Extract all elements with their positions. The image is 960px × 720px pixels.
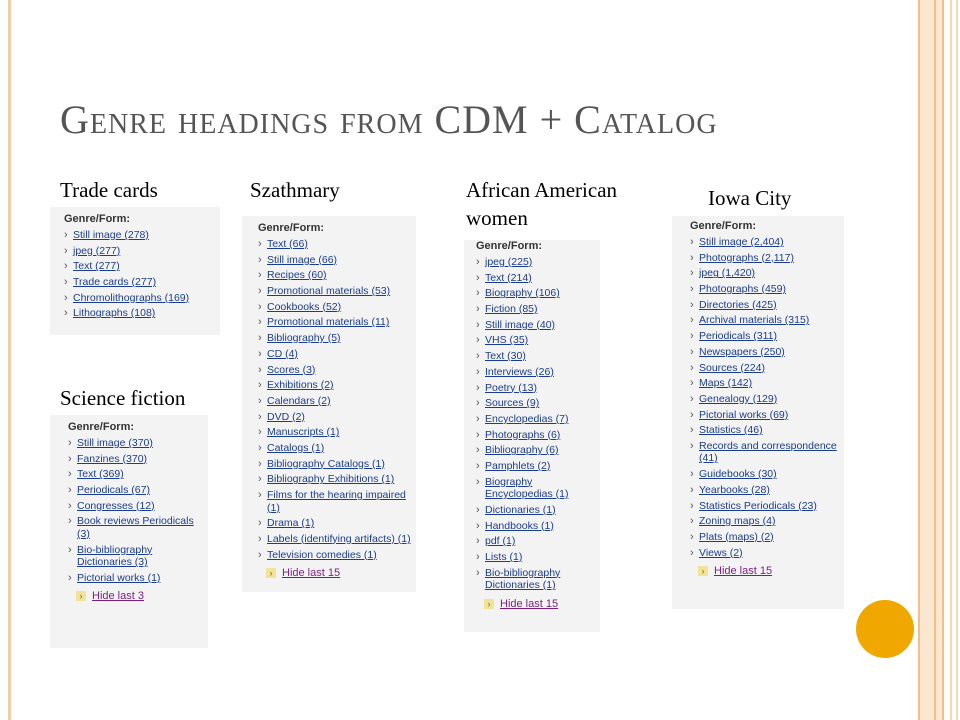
chevron-right-icon: ›	[258, 363, 262, 376]
chevron-right-icon: ›	[64, 307, 68, 320]
chevron-right-icon: ›	[68, 499, 72, 512]
chevron-right-icon: ›	[690, 251, 694, 264]
chevron-right-icon: ›	[258, 532, 262, 545]
genre-item[interactable]	[258, 316, 412, 329]
genre-item[interactable]	[690, 252, 840, 265]
genre-link[interactable]: Promotional materials (53)	[267, 285, 391, 298]
genre-link[interactable]: Text (369)	[77, 468, 124, 481]
genre-link[interactable]: Still image (2,404)	[699, 236, 784, 248]
genre-link[interactable]: Text (66)	[267, 238, 308, 250]
hide-last-link[interactable]: Hide last 15	[282, 567, 341, 580]
chevron-right-icon: ›	[258, 489, 262, 501]
chevron-right-icon: ›	[476, 256, 480, 268]
caption-szathmary: Szathmary	[250, 178, 340, 202]
chevron-right-icon: ›	[476, 459, 480, 472]
caption-trade-cards: Trade cards	[60, 178, 158, 202]
genre-link[interactable]: jpeg (277)	[73, 244, 121, 257]
chevron-right-icon: ›	[76, 591, 86, 601]
chevron-right-icon: ›	[476, 566, 480, 579]
panel-iowa-city	[672, 216, 844, 609]
chevron-right-icon: ›	[476, 287, 480, 300]
genre-item[interactable]	[476, 429, 596, 442]
genre-link[interactable]: Fanzines (370)	[77, 452, 148, 465]
genre-item[interactable]	[258, 411, 412, 424]
genre-link[interactable]: Lists (1)	[485, 550, 523, 563]
genre-item[interactable]	[476, 476, 596, 501]
chevron-right-icon: ›	[64, 260, 68, 273]
chevron-right-icon: ›	[68, 484, 72, 497]
genre-link[interactable]: Directories (425)	[699, 298, 777, 311]
chevron-right-icon: ›	[690, 361, 694, 374]
chevron-right-icon: ›	[64, 291, 68, 304]
genre-item[interactable]	[258, 426, 412, 439]
panel-science-fiction	[50, 415, 208, 648]
chevron-right-icon: ›	[258, 332, 262, 345]
hide-row	[476, 598, 596, 610]
genre-item[interactable]	[68, 500, 204, 513]
chevron-right-icon: ›	[64, 244, 68, 257]
chevron-right-icon: ›	[258, 238, 262, 250]
chevron-right-icon: ›	[690, 546, 694, 559]
chevron-right-icon: ›	[258, 410, 262, 423]
genre-link[interactable]: Interviews (26)	[485, 365, 554, 378]
genre-link[interactable]: Bibliography Exhibitions (1)	[267, 473, 395, 486]
genre-item[interactable]	[690, 547, 840, 560]
chevron-right-icon: ›	[476, 350, 480, 363]
genre-link[interactable]: Films for the hearing impaired (1)	[267, 489, 406, 514]
genre-item[interactable]	[690, 314, 840, 327]
chevron-right-icon: ›	[476, 334, 480, 347]
genre-link[interactable]: Text (214)	[485, 271, 532, 284]
chevron-right-icon: ›	[690, 298, 694, 311]
genre-item[interactable]	[476, 334, 596, 347]
genre-list	[476, 256, 596, 592]
panel-african-american-women	[464, 240, 600, 632]
genre-item[interactable]	[68, 544, 204, 569]
chevron-right-icon: ›	[476, 397, 480, 410]
genre-link[interactable]: Handbooks (1)	[485, 519, 554, 532]
chevron-right-icon: ›	[690, 267, 694, 280]
genre-item[interactable]	[68, 453, 204, 466]
genre-link[interactable]: Sources (224)	[699, 361, 765, 374]
genre-item[interactable]	[476, 444, 596, 457]
chevron-right-icon: ›	[476, 318, 480, 331]
genre-item[interactable]	[258, 254, 412, 267]
genre-link[interactable]: Cookbooks (52)	[267, 300, 342, 313]
chevron-right-icon: ›	[258, 379, 262, 392]
panel-heading: Genre/Form:	[258, 222, 325, 234]
genre-link[interactable]: Biography Encyclopedias (1)	[485, 475, 569, 501]
genre-item[interactable]	[476, 397, 596, 410]
chevron-right-icon: ›	[266, 568, 276, 578]
genre-link[interactable]: Fiction (85)	[485, 303, 538, 316]
genre-item[interactable]	[476, 319, 596, 332]
genre-item[interactable]	[690, 531, 840, 544]
chevron-right-icon: ›	[258, 517, 262, 530]
hide-row	[690, 565, 840, 577]
panel-heading: Genre/Form:	[68, 421, 135, 433]
chevron-right-icon: ›	[690, 515, 694, 528]
genre-link[interactable]: Maps (142)	[699, 377, 753, 390]
chevron-right-icon: ›	[476, 428, 480, 441]
genre-item[interactable]	[690, 500, 840, 513]
genre-link[interactable]: DVD (2)	[267, 410, 305, 423]
chevron-right-icon: ›	[690, 483, 694, 496]
chevron-right-icon: ›	[258, 441, 262, 454]
genre-link[interactable]: Chromolithographs (169)	[73, 291, 190, 304]
hide-last-link[interactable]: Hide last 15	[714, 565, 773, 578]
genre-item[interactable]	[258, 364, 412, 377]
genre-link[interactable]: Views (2)	[699, 546, 743, 559]
genre-item[interactable]	[258, 348, 412, 361]
chevron-right-icon: ›	[476, 444, 480, 457]
genre-item[interactable]	[690, 440, 840, 465]
genre-item[interactable]	[476, 504, 596, 517]
genre-item[interactable]	[476, 350, 596, 363]
genre-item[interactable]	[690, 377, 840, 390]
genre-link[interactable]: Pictorial works (1)	[77, 571, 161, 584]
chevron-right-icon: ›	[476, 412, 480, 425]
genre-item[interactable]	[258, 489, 412, 514]
genre-item[interactable]	[258, 549, 412, 562]
chevron-right-icon: ›	[484, 599, 494, 609]
chevron-right-icon: ›	[258, 269, 262, 282]
chevron-right-icon: ›	[64, 229, 68, 241]
genre-link[interactable]: Poetry (13)	[485, 381, 537, 394]
genre-item[interactable]	[258, 533, 412, 546]
genre-list	[690, 236, 840, 559]
chevron-right-icon: ›	[690, 408, 694, 421]
chevron-right-icon: ›	[476, 381, 480, 394]
genre-link[interactable]: Bio-bibliography Dictionaries (1)	[485, 566, 561, 592]
genre-item[interactable]	[476, 520, 596, 533]
right-frame-line	[950, 0, 952, 720]
genre-link[interactable]: Periodicals (311)	[699, 330, 778, 343]
chevron-right-icon: ›	[476, 535, 480, 548]
genre-link[interactable]: Pamphlets (2)	[485, 459, 551, 472]
genre-link[interactable]: Guidebooks (30)	[699, 468, 777, 481]
genre-item[interactable]	[68, 484, 204, 497]
genre-item[interactable]	[690, 299, 840, 312]
genre-link[interactable]: Bibliography (6)	[485, 444, 559, 457]
genre-item[interactable]	[476, 287, 596, 300]
genre-item[interactable]	[258, 442, 412, 455]
genre-link[interactable]: Bibliography (5)	[267, 332, 341, 345]
chevron-right-icon: ›	[476, 503, 480, 516]
genre-item[interactable]	[690, 484, 840, 497]
genre-item[interactable]	[258, 517, 412, 530]
chevron-right-icon: ›	[690, 283, 694, 296]
genre-link[interactable]: Photographs (459)	[699, 283, 786, 296]
genre-item[interactable]	[68, 468, 204, 481]
genre-item[interactable]	[690, 267, 840, 280]
genre-item[interactable]	[476, 551, 596, 564]
chevron-right-icon: ›	[690, 392, 694, 405]
genre-link[interactable]: Pictorial works (69)	[699, 408, 789, 421]
chevron-right-icon: ›	[258, 394, 262, 407]
chevron-right-icon: ›	[258, 300, 262, 313]
chevron-right-icon: ›	[476, 303, 480, 316]
chevron-right-icon: ›	[64, 276, 68, 289]
genre-link[interactable]: Trade cards (277)	[73, 276, 157, 289]
genre-item[interactable]	[68, 572, 204, 585]
chevron-right-icon: ›	[690, 330, 694, 343]
genre-item[interactable]	[476, 460, 596, 473]
chevron-right-icon: ›	[690, 468, 694, 481]
caption-african-american-women: African American women	[466, 178, 618, 230]
chevron-right-icon: ›	[68, 452, 72, 465]
genre-item[interactable]	[690, 468, 840, 481]
genre-item[interactable]	[258, 301, 412, 314]
genre-link[interactable]: Still image (370)	[77, 437, 153, 449]
genre-item[interactable]	[64, 229, 214, 242]
genre-item[interactable]	[690, 236, 840, 249]
genre-link[interactable]: Genealogy (129)	[699, 392, 778, 405]
genre-link[interactable]: Statistics Periodicals (23)	[699, 499, 817, 512]
genre-link[interactable]: Calendars (2)	[267, 394, 331, 407]
chevron-right-icon: ›	[690, 530, 694, 543]
chevron-right-icon: ›	[68, 515, 72, 528]
hide-row	[68, 590, 204, 602]
genre-link[interactable]: jpeg (225)	[485, 256, 533, 268]
genre-item[interactable]	[476, 366, 596, 379]
genre-link[interactable]: Promotional materials (11)	[267, 316, 390, 329]
genre-item[interactable]	[690, 283, 840, 296]
genre-link[interactable]: CD (4)	[267, 347, 298, 360]
genre-link[interactable]: Photographs (2,117)	[699, 251, 794, 264]
chevron-right-icon: ›	[690, 236, 694, 248]
panel-szathmary	[242, 216, 416, 592]
genre-link[interactable]: Bibliography Catalogs (1)	[267, 457, 385, 470]
genre-link[interactable]: Dictionaries (1)	[485, 503, 556, 516]
genre-item[interactable]	[258, 395, 412, 408]
genre-link[interactable]: Biography (106)	[485, 287, 560, 300]
genre-link[interactable]: Still image (40)	[485, 318, 556, 331]
chevron-right-icon: ›	[258, 426, 262, 439]
chevron-right-icon: ›	[476, 475, 480, 488]
chevron-right-icon: ›	[68, 571, 72, 584]
genre-item[interactable]	[690, 409, 840, 422]
genre-item[interactable]	[690, 515, 840, 528]
left-frame-border	[8, 0, 11, 720]
genre-item[interactable]	[690, 424, 840, 437]
genre-link[interactable]: Text (277)	[73, 260, 120, 273]
caption-iowa-city: Iowa City	[708, 186, 792, 210]
right-frame-band	[918, 0, 942, 720]
genre-link[interactable]: Records and correspondence (41)	[699, 439, 837, 465]
right-frame-line	[918, 0, 920, 720]
genre-link[interactable]: Manuscripts (1)	[267, 426, 340, 439]
decorative-circle	[856, 600, 914, 658]
hide-last-link[interactable]: Hide last 3	[92, 590, 144, 603]
genre-link[interactable]: Archival materials (315)	[699, 314, 810, 327]
chevron-right-icon: ›	[258, 316, 262, 329]
chevron-right-icon: ›	[258, 548, 262, 561]
chevron-right-icon: ›	[476, 271, 480, 284]
genre-list	[64, 229, 214, 320]
chevron-right-icon: ›	[690, 439, 694, 452]
genre-item[interactable]	[64, 260, 214, 273]
genre-link[interactable]: Yearbooks (28)	[699, 483, 770, 496]
genre-link[interactable]: Television comedies (1)	[267, 548, 377, 561]
genre-item[interactable]	[476, 272, 596, 285]
genre-link[interactable]: Periodicals (67)	[77, 484, 150, 497]
panel-trade-cards	[50, 207, 220, 335]
genre-item[interactable]	[690, 330, 840, 343]
genre-link[interactable]: Labels (identifying artifacts) (1)	[267, 532, 411, 545]
chevron-right-icon: ›	[690, 345, 694, 358]
right-frame-line	[934, 0, 936, 720]
genre-item[interactable]	[258, 269, 412, 282]
chevron-right-icon: ›	[476, 550, 480, 563]
chevron-right-icon: ›	[258, 457, 262, 470]
genre-link[interactable]: VHS (35)	[485, 334, 529, 347]
panel-heading: Genre/Form:	[64, 213, 131, 225]
genre-item[interactable]	[64, 245, 214, 258]
genre-item[interactable]	[258, 285, 412, 298]
caption-science-fiction: Science fiction	[60, 386, 186, 410]
genre-link[interactable]: Bio-bibliography Dictionaries (3)	[77, 543, 153, 569]
genre-link[interactable]: Scores (3)	[267, 363, 316, 376]
chevron-right-icon: ›	[258, 253, 262, 266]
right-frame-line	[942, 0, 944, 720]
chevron-right-icon: ›	[476, 365, 480, 378]
genre-item[interactable]	[476, 303, 596, 316]
genre-link[interactable]: Text (30)	[485, 350, 526, 363]
chevron-right-icon: ›	[258, 285, 262, 298]
chevron-right-icon: ›	[258, 473, 262, 486]
chevron-right-icon: ›	[698, 566, 708, 576]
chevron-right-icon: ›	[690, 499, 694, 512]
genre-link[interactable]: Congresses (12)	[77, 499, 155, 512]
genre-link[interactable]: Newspapers (250)	[699, 345, 785, 358]
chevron-right-icon: ›	[68, 543, 72, 556]
genre-item[interactable]	[64, 276, 214, 289]
genre-link[interactable]: Sources (9)	[485, 397, 540, 410]
chevron-right-icon: ›	[258, 347, 262, 360]
genre-item[interactable]	[258, 379, 412, 392]
genre-link[interactable]: Photographs (6)	[485, 428, 561, 441]
chevron-right-icon: ›	[690, 314, 694, 327]
panel-heading: Genre/Form:	[476, 240, 543, 252]
genre-link[interactable]: pdf (1)	[485, 535, 516, 548]
genre-item[interactable]	[258, 473, 412, 486]
genre-item[interactable]	[476, 413, 596, 426]
genre-link[interactable]: Lithographs (108)	[73, 307, 156, 320]
genre-list	[68, 437, 204, 584]
right-frame-line	[956, 0, 958, 720]
genre-item[interactable]	[258, 458, 412, 471]
genre-item[interactable]	[476, 382, 596, 395]
chevron-right-icon: ›	[68, 437, 72, 449]
genre-item[interactable]	[64, 307, 214, 320]
genre-item[interactable]	[690, 393, 840, 406]
chevron-right-icon: ›	[690, 377, 694, 390]
genre-item[interactable]	[68, 437, 204, 450]
genre-link[interactable]: Catalogs (1)	[267, 441, 325, 454]
genre-list	[258, 238, 412, 561]
hide-last-link[interactable]: Hide last 15	[500, 597, 559, 610]
genre-link[interactable]: Zoning maps (4)	[699, 515, 776, 528]
genre-link[interactable]: Recipes (60)	[267, 269, 327, 282]
chevron-right-icon: ›	[690, 424, 694, 437]
genre-link[interactable]: Encyclopedias (7)	[485, 412, 569, 425]
genre-link[interactable]: Drama (1)	[267, 517, 315, 530]
genre-link[interactable]: Plats (maps) (2)	[699, 530, 774, 543]
slide-title: Genre headings from CDM + Catalog	[60, 97, 718, 142]
genre-item[interactable]	[64, 292, 214, 305]
genre-item[interactable]	[476, 535, 596, 548]
genre-item[interactable]	[258, 238, 412, 251]
genre-item[interactable]	[476, 256, 596, 269]
genre-item[interactable]	[690, 362, 840, 375]
genre-link[interactable]: Book reviews Periodicals (3)	[77, 515, 194, 540]
chevron-right-icon: ›	[476, 519, 480, 532]
genre-item[interactable]	[476, 567, 596, 592]
genre-item[interactable]	[68, 515, 204, 540]
panel-heading: Genre/Form:	[690, 220, 757, 232]
genre-link[interactable]: jpeg (1,420)	[699, 267, 756, 280]
genre-link[interactable]: Still image (278)	[73, 229, 149, 241]
genre-item[interactable]	[690, 346, 840, 359]
genre-link[interactable]: Still image (66)	[267, 253, 338, 266]
genre-item[interactable]	[258, 332, 412, 345]
hide-row	[258, 567, 412, 579]
genre-link[interactable]: Exhibitions (2)	[267, 379, 334, 392]
chevron-right-icon: ›	[68, 468, 72, 481]
genre-link[interactable]: Statistics (46)	[699, 424, 763, 437]
